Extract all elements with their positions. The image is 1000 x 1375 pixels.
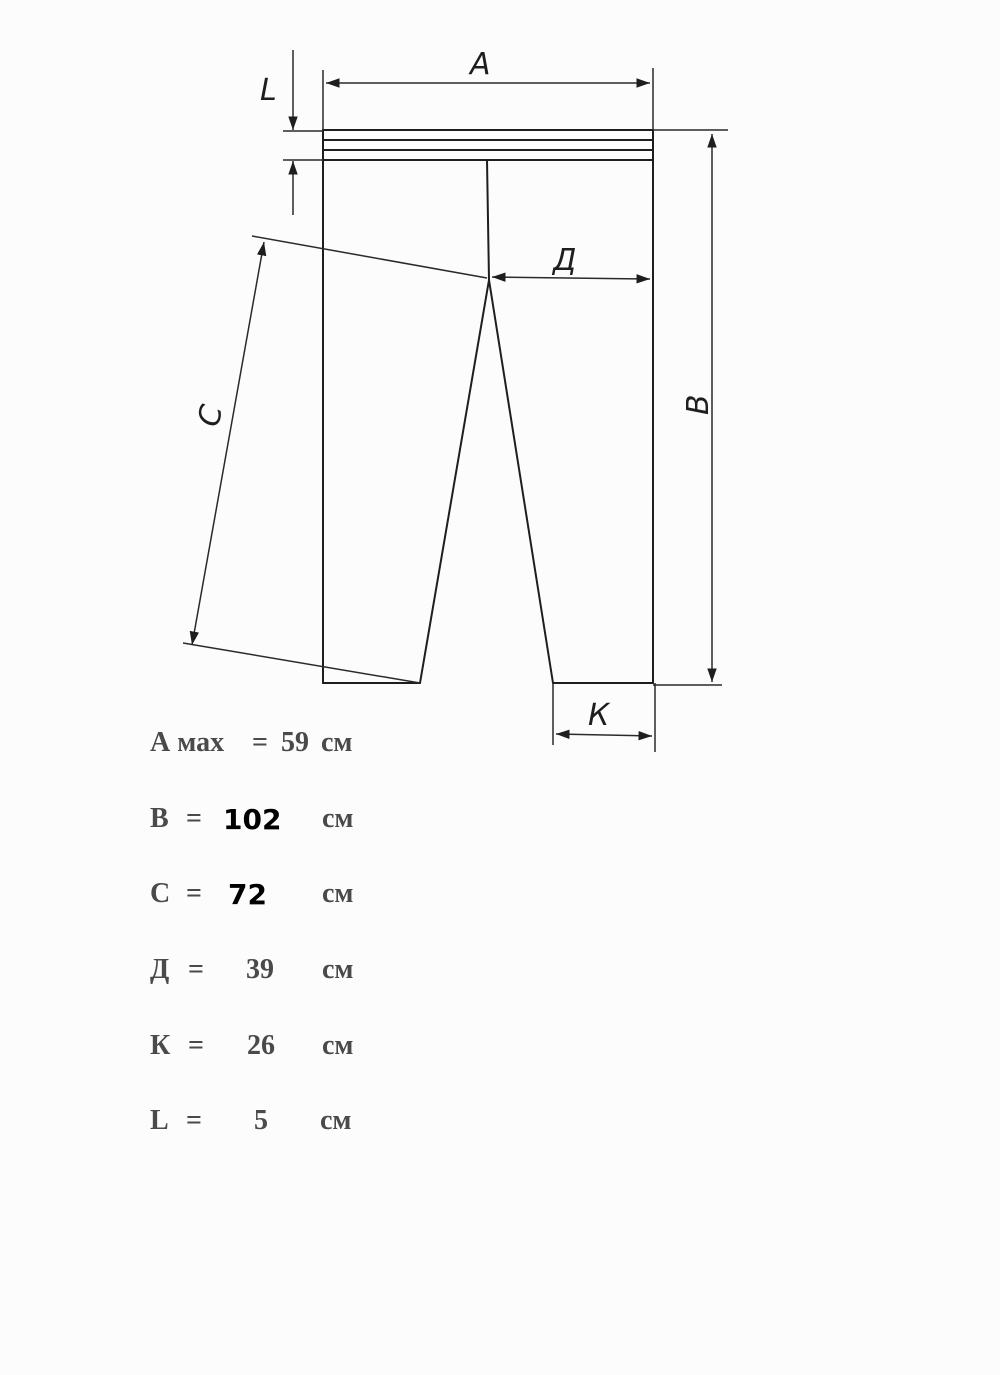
dimension-l-label: L bbox=[260, 73, 277, 108]
dimension-a-label: A bbox=[470, 47, 491, 82]
measurement-name: Д bbox=[150, 954, 170, 985]
measurement-equals: = bbox=[252, 727, 268, 758]
measurement-value: 5 bbox=[254, 1105, 268, 1136]
measurement-unit: см bbox=[322, 803, 354, 834]
dimension-a bbox=[323, 47, 653, 130]
measurement-value: 72 bbox=[228, 878, 267, 911]
dimension-d bbox=[492, 243, 650, 279]
measurement-equals: = bbox=[188, 1030, 204, 1061]
measurement-equals: = bbox=[186, 878, 202, 909]
dimension-b bbox=[653, 130, 728, 685]
measurement-name: С bbox=[150, 878, 171, 909]
measurement-equals: = bbox=[186, 1105, 202, 1136]
center-seam bbox=[487, 160, 489, 280]
measurement-value: 39 bbox=[246, 954, 274, 985]
inseam-right bbox=[489, 280, 553, 683]
dimension-b-label: B bbox=[681, 394, 716, 415]
measurement-equals: = bbox=[188, 954, 204, 985]
dimension-c-label: C bbox=[191, 401, 231, 430]
dimension-d-label: Д bbox=[553, 243, 577, 278]
measurement-value: 59 bbox=[281, 727, 309, 758]
trousers-outline bbox=[323, 130, 653, 683]
dimension-k-label: К bbox=[588, 698, 610, 733]
measurement-value: 26 bbox=[247, 1030, 275, 1061]
measurement-equals: = bbox=[186, 803, 202, 834]
measurement-unit: см bbox=[321, 727, 353, 758]
waistband bbox=[323, 130, 653, 160]
measurement-value: 102 bbox=[223, 803, 282, 836]
measurement-name: В bbox=[150, 803, 169, 834]
measurement-name: К bbox=[150, 1030, 171, 1061]
measurement-unit: см bbox=[322, 878, 354, 909]
measurement-unit: см bbox=[320, 1105, 352, 1136]
inseam-left bbox=[420, 280, 489, 683]
measurement-name: L bbox=[150, 1105, 169, 1136]
dimension-l bbox=[260, 50, 323, 215]
dimension-k bbox=[553, 683, 655, 752]
measurement-unit: см bbox=[322, 954, 354, 985]
measurement-name: А мах bbox=[150, 727, 225, 758]
dimension-c bbox=[183, 236, 487, 683]
measurement-unit: см bbox=[322, 1030, 354, 1061]
